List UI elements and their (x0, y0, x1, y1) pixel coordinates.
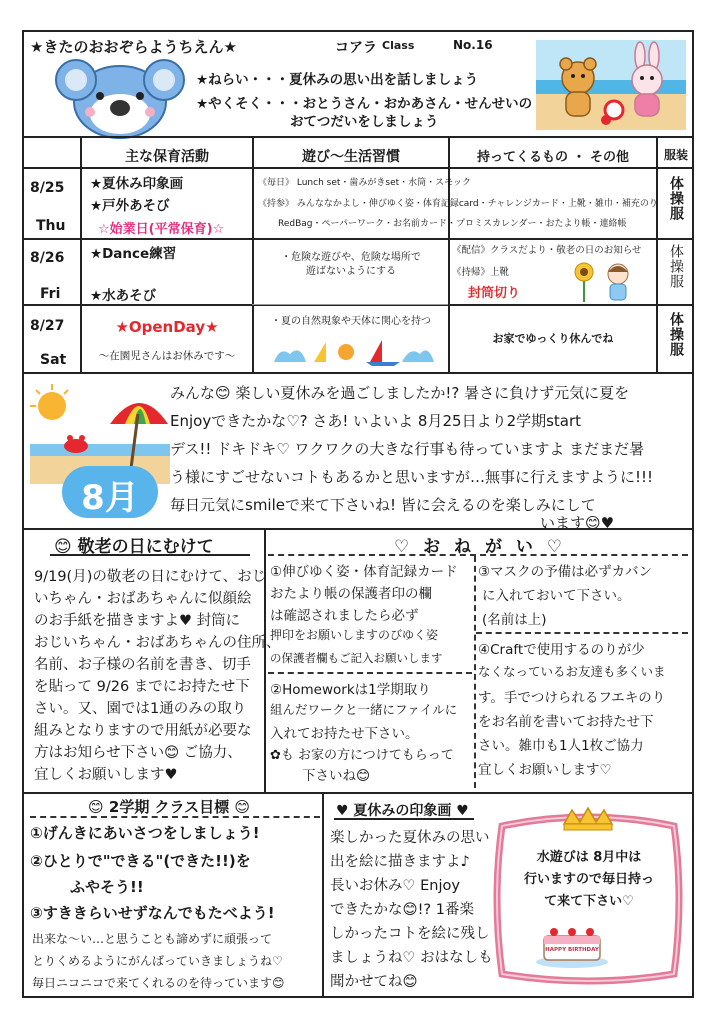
onegai-right-divider (476, 632, 688, 634)
keirou-line-5: 名前、お子様の名前を書き、切手 (34, 657, 251, 673)
summer-title: ♥ 夏休みの印象画 ♥ (336, 803, 469, 819)
onegai-title-divider (268, 554, 688, 556)
table-col-divider-1 (80, 136, 82, 372)
frame-line-2: 行いますので毎日持っ (523, 872, 654, 887)
summer-line-3: 長いお休み♡ Enjoy (330, 878, 460, 894)
onegai-left-line-4: 押印をお願いしますのびゆく姿 (270, 628, 439, 642)
issue-number: No.16 (453, 38, 493, 52)
onegai-title: ♡ お ね が い ♡ (393, 537, 567, 557)
row1-play-2: 《持参》 みんななかよし・伸びゆく姿・体育記録card・チャレンジカード・上靴・雑巾・補充のり (258, 199, 658, 209)
onegai-left-divider (268, 672, 472, 674)
middle-bottom-divider (22, 792, 694, 794)
onegai-right-line-3: (名前は上) (482, 612, 547, 628)
row1-clothes: 体操服 (668, 176, 684, 221)
goals-title: 😊 2学期 クラス目標 😊 (88, 798, 250, 816)
keirou-title-underline (50, 554, 250, 556)
play-column-mid-divider (252, 304, 448, 305)
header-clothes: 服装 (663, 148, 688, 162)
row2-bring-1: 《配信》クラスだより・敬老の日のお知らせ (452, 245, 642, 256)
keirou-line-7: さい。又、園では1通のみの取り (34, 701, 247, 717)
row2-activity-1: ★Dance練習 (90, 246, 177, 262)
row1-day: Thu (36, 218, 66, 234)
row2-bring-2: 《持帰》上靴 (452, 267, 510, 278)
onegai-right-line-1: ③マスクの予備は必ずカバン (478, 564, 652, 580)
table-bottom-line (22, 372, 694, 374)
frame-line-3: て来て下さい♡ (544, 894, 634, 909)
onegai-right-line-9: 宜しくお願いします♡ (478, 762, 612, 778)
onegai-left-line-8: 入れてお持たせ下さい。 (270, 726, 419, 742)
promise-line-2: おてつだいをしましょう (290, 114, 439, 130)
row3-bring-1: お家でゆっくり休んでね (492, 332, 614, 345)
keirou-line-1: 9/19(月)の敬老の日にむけて、おじ (34, 569, 267, 585)
keirou-line-2: いちゃん・おばあちゃんに似顔絵 (34, 591, 252, 607)
header-divider (22, 136, 694, 138)
row1-activity-1: ★夏休み印象画 (90, 176, 184, 192)
onegai-left-line-6: ②Homeworkは1学期取り (270, 682, 431, 698)
header-play: 遊び～生活習慣 (302, 149, 400, 165)
onegai-right-line-6: す。手でつけられるフエキのり (478, 690, 666, 706)
goals-title-underline (30, 816, 320, 818)
keirou-line-4: おじいちゃん・おばあちゃんの住所、 (34, 635, 281, 651)
goals-note-2: とりくめるようにがんばっていきましょうね♡ (32, 954, 283, 968)
beach-animals-illustration (536, 40, 686, 130)
frame-line-1: 水遊びは 8月中は (536, 850, 642, 865)
month-message-line-5: 毎日元気にsmileで来て下さいね! 皆に会えるのを楽しみにして (170, 496, 596, 514)
month-message-line-2: Enjoyできたかな♡? さあ! いよいよ 8月25日より2学期start (170, 412, 582, 430)
onegai-right-line-2: に入れておいて下さい。 (482, 588, 631, 604)
header-bring: 持ってくるもの ・ その他 (476, 150, 630, 165)
onegai-right-line-8: さい。雑巾も1人1枚ご協力 (478, 738, 644, 754)
onegai-right-line-5: なくなっているお友達も多くいま (478, 664, 666, 679)
koala-illustration (40, 58, 190, 140)
class-label: Class (382, 39, 415, 52)
onegai-left-line-1: ①伸びゆく姿・体育記録カード (270, 564, 458, 580)
class-name: コアラ (335, 40, 377, 56)
row3-activity-1: ★OpenDay★ (115, 318, 219, 336)
onegai-right-line-7: をお名前を書いてお持たせ下 (478, 714, 654, 730)
summer-line-6: ましょうね♡ おはなしも (330, 950, 493, 966)
goals-right-divider (322, 792, 324, 998)
row3-clothes: 体操服 (668, 312, 684, 357)
goal-item-1: ①げんきにあいさつをしましょう! (30, 824, 260, 842)
row2-bring-stamp: 封筒切り (468, 286, 521, 301)
row2-play-1: ・危険な遊びや、危険な場所で (281, 252, 421, 263)
promise-line-1: ★やくそく・・・おとうさん・おかあさん・せんせいの (196, 96, 533, 112)
summer-line-5: しかったコトを絵に残し (330, 926, 490, 942)
keirou-line-6: を貼って 9/26 までにお持たせ下 (34, 679, 250, 695)
cake-text: HAPPY BIRTHDAY (545, 947, 599, 953)
summer-line-4: できたかな😊!? 1番楽 (330, 902, 474, 918)
summer-line-2: 出を絵に描きますよ♪ (330, 854, 470, 870)
row3-date: 8/27 (30, 318, 65, 334)
row1-activity-2: ★戸外あそび (90, 198, 170, 214)
month-message-line-1: みんな😊 楽しい夏休みを過ごしましたか!? 暑さに負けず元気に夏を (170, 384, 630, 402)
table-col-divider-4 (656, 136, 658, 372)
row2-clothes: 体操服 (668, 244, 684, 289)
onegai-column-divider (474, 556, 476, 788)
goal-item-3: ふやそう!! (70, 878, 144, 896)
onegai-left-line-3: は確認されましたら必ず (270, 608, 419, 624)
row2-play-2: 遊ばないようにする (306, 266, 396, 277)
summer-weather-illustration (270, 336, 438, 366)
keirou-line-3: のお手紙を描きますよ♥ 封筒に (34, 613, 241, 629)
table-row-line-1 (22, 238, 694, 240)
goal-item-2: ②ひとりで"できる"(できた!!)を (30, 852, 251, 870)
summer-line-1: 楽しかった夏休みの思い (330, 830, 490, 846)
row2-day: Fri (40, 286, 61, 302)
row1-activity-3: ☆始業日(平常保育)☆ (98, 222, 225, 237)
row3-activity-2: ～在園児さんはお休みです～ (98, 350, 236, 362)
goal-item-4: ③すききらいせずなんでもたべよう! (30, 904, 275, 922)
school-name: ★きたのおおぞらようちえん★ (30, 38, 237, 56)
month-message-line-3: デス!! ドキドキ♡ ワクワクの大きな行事も待っていますよ まだまだ暑 (170, 440, 645, 458)
onegai-left-line-7: 組んだワークと一緒にファイルに (270, 702, 458, 717)
month-divider (22, 528, 694, 530)
aim-text: ★ねらい・・・夏休みの思い出を話しましょう (196, 72, 479, 88)
goals-note-3: 毎日ニコニコで来てくれるのを待っています😊 (32, 976, 285, 990)
row3-play-1: ・夏の自然現象や天体に関心を持つ (271, 316, 431, 327)
summer-title-underline (334, 818, 474, 820)
row2-activity-2: ★水あそび (90, 288, 157, 304)
keirou-line-8: 組みとなりますので用紙が必要な (34, 723, 252, 739)
keirou-title: 😊 敬老の日にむけて (54, 537, 214, 557)
sunflower-girl-illustration (572, 260, 642, 304)
row1-play-1: 《毎日》 Lunch set・歯みがきset・水筒・スモック (258, 178, 471, 188)
goals-note-1: 出来な～い…と思うことも諦めずに頑張って (32, 932, 273, 946)
onegai-left-line-10: 下さいね😊 (302, 768, 371, 784)
onegai-left-line-5: の保護者欄もご記入お願いします (270, 651, 443, 665)
month-message-line-6: います😊♥ (540, 514, 615, 532)
keirou-line-9: 方はお知らせ下さい😊 ご協力、 (34, 745, 242, 761)
row3-day: Sat (40, 352, 67, 368)
keirou-line-10: 宜しくお願いします♥ (34, 767, 178, 783)
row2-date: 8/26 (30, 250, 65, 266)
onegai-right-line-4: ④Craftで使用するのりが少 (478, 642, 645, 658)
summer-line-7: 聞かせてね😊 (330, 974, 418, 990)
onegai-left-line-2: おたより帳の保護者印の欄 (270, 586, 432, 602)
month-message-line-4: う様にすごせないコトもあるかと思いますが…無事に行えますように!!! (170, 468, 654, 486)
row1-play-3: RedBag・ペーパーワーク・お名前カード・プロミスカレンダー・おたより帳・連絡帳 (278, 219, 627, 229)
table-header-line (22, 167, 694, 169)
row1-date: 8/25 (30, 180, 65, 196)
onegai-left-line-9: ✿も お家の方につけてもらって (270, 748, 454, 763)
header-activity: 主な保育活動 (125, 149, 209, 165)
month-label: 8月 (81, 478, 139, 518)
